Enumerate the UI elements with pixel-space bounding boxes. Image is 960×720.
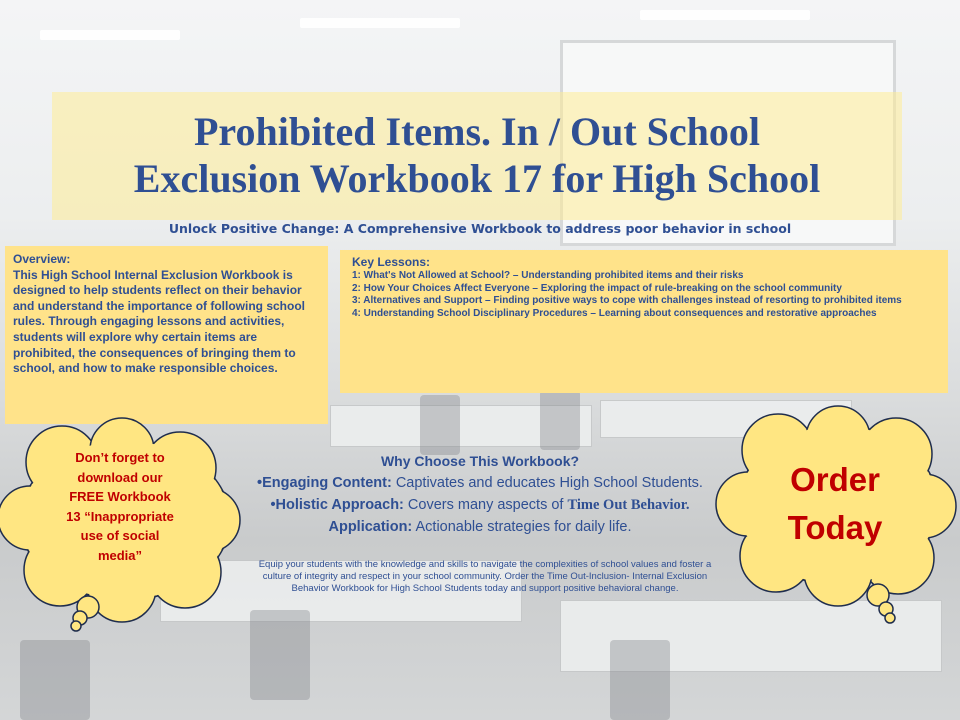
- callout-line: use of social: [80, 528, 160, 543]
- chair: [20, 640, 90, 720]
- callout-line: download our: [77, 469, 163, 485]
- equip-paragraph: Equip your students with the knowledge and skills to navigate the complexities of school values and foster a culture of integrity and respect in your school community. Order the Time Out-Inclusion- Internal Exclusion Behavior Workbook for High School Students today and support positive behavioral change.: [258, 559, 712, 594]
- chair: [420, 395, 460, 455]
- why-choose-section: [215, 450, 745, 538]
- key-lessons-heading: Key Lessons:: [352, 255, 431, 269]
- overview-body: This High School Internal Exclusion Workbook is designed to help students reflect on their behavior and understand the importance of following school rules. Through engaging lessons and activities, students will explore why certain items are prohibited, the consequences of bringing them to school, and how to make responsible choices.: [13, 267, 306, 376]
- lesson-item: 4: Understanding School Disciplinary Procedures – Learning about consequences and restorative approaches: [352, 307, 877, 319]
- callout-line: Don’t forget to: [75, 450, 165, 465]
- page-title: [52, 108, 902, 202]
- callout-line: 13 “Inappropriate: [66, 508, 174, 524]
- lesson-item: 1: What's Not Allowed at School? – Understanding prohibited items and their risks: [352, 270, 744, 281]
- application-line: [215, 516, 745, 538]
- chair: [250, 610, 310, 700]
- callout-line: media”: [97, 547, 143, 563]
- ceiling-light: [640, 10, 810, 20]
- subtitle: Unlock Positive Change: A Comprehensive Workbook to address poor behavior in school: [168, 221, 792, 236]
- lesson-item: 3: Alternatives and Support – Finding positive ways to cope with challenges instead of resorting to prohibited items: [352, 295, 902, 306]
- application-label: Application:: [328, 519, 413, 535]
- callout-line: FREE Workbook: [69, 489, 171, 504]
- free-workbook-callout: [40, 448, 200, 565]
- overview-heading: Overview:: [13, 252, 71, 266]
- ceiling-light: [300, 18, 460, 28]
- engaging-text: Captivates and educates High School Students.: [391, 475, 703, 491]
- order-line: Today: [787, 509, 883, 546]
- why-heading: Why Choose This Workbook?: [380, 453, 580, 469]
- order-line: Order: [790, 461, 880, 498]
- order-today-callout[interactable]: [760, 456, 910, 552]
- holistic-tail: Time Out Behavior.: [567, 497, 690, 513]
- overview-panel: [5, 246, 328, 424]
- key-lessons-panel: [340, 250, 948, 393]
- application-text: Actionable strategies for daily life.: [412, 519, 632, 535]
- chair: [540, 390, 580, 450]
- engaging-line: [215, 472, 745, 494]
- ceiling-light: [40, 30, 180, 40]
- holistic-label: •Holistic Approach:: [270, 497, 404, 513]
- chair: [610, 640, 670, 720]
- title-line-1: Prohibited Items. In / Out School: [194, 109, 760, 154]
- title-line-2: Exclusion Workbook 17 for High School: [133, 156, 821, 201]
- holistic-line: [215, 494, 745, 516]
- lesson-item: 2: How Your Choices Affect Everyone – Exploring the impact of rule-breaking on the school community: [352, 282, 842, 294]
- holistic-text: Covers many aspects of: [403, 497, 568, 513]
- engaging-label: •Engaging Content:: [257, 475, 392, 491]
